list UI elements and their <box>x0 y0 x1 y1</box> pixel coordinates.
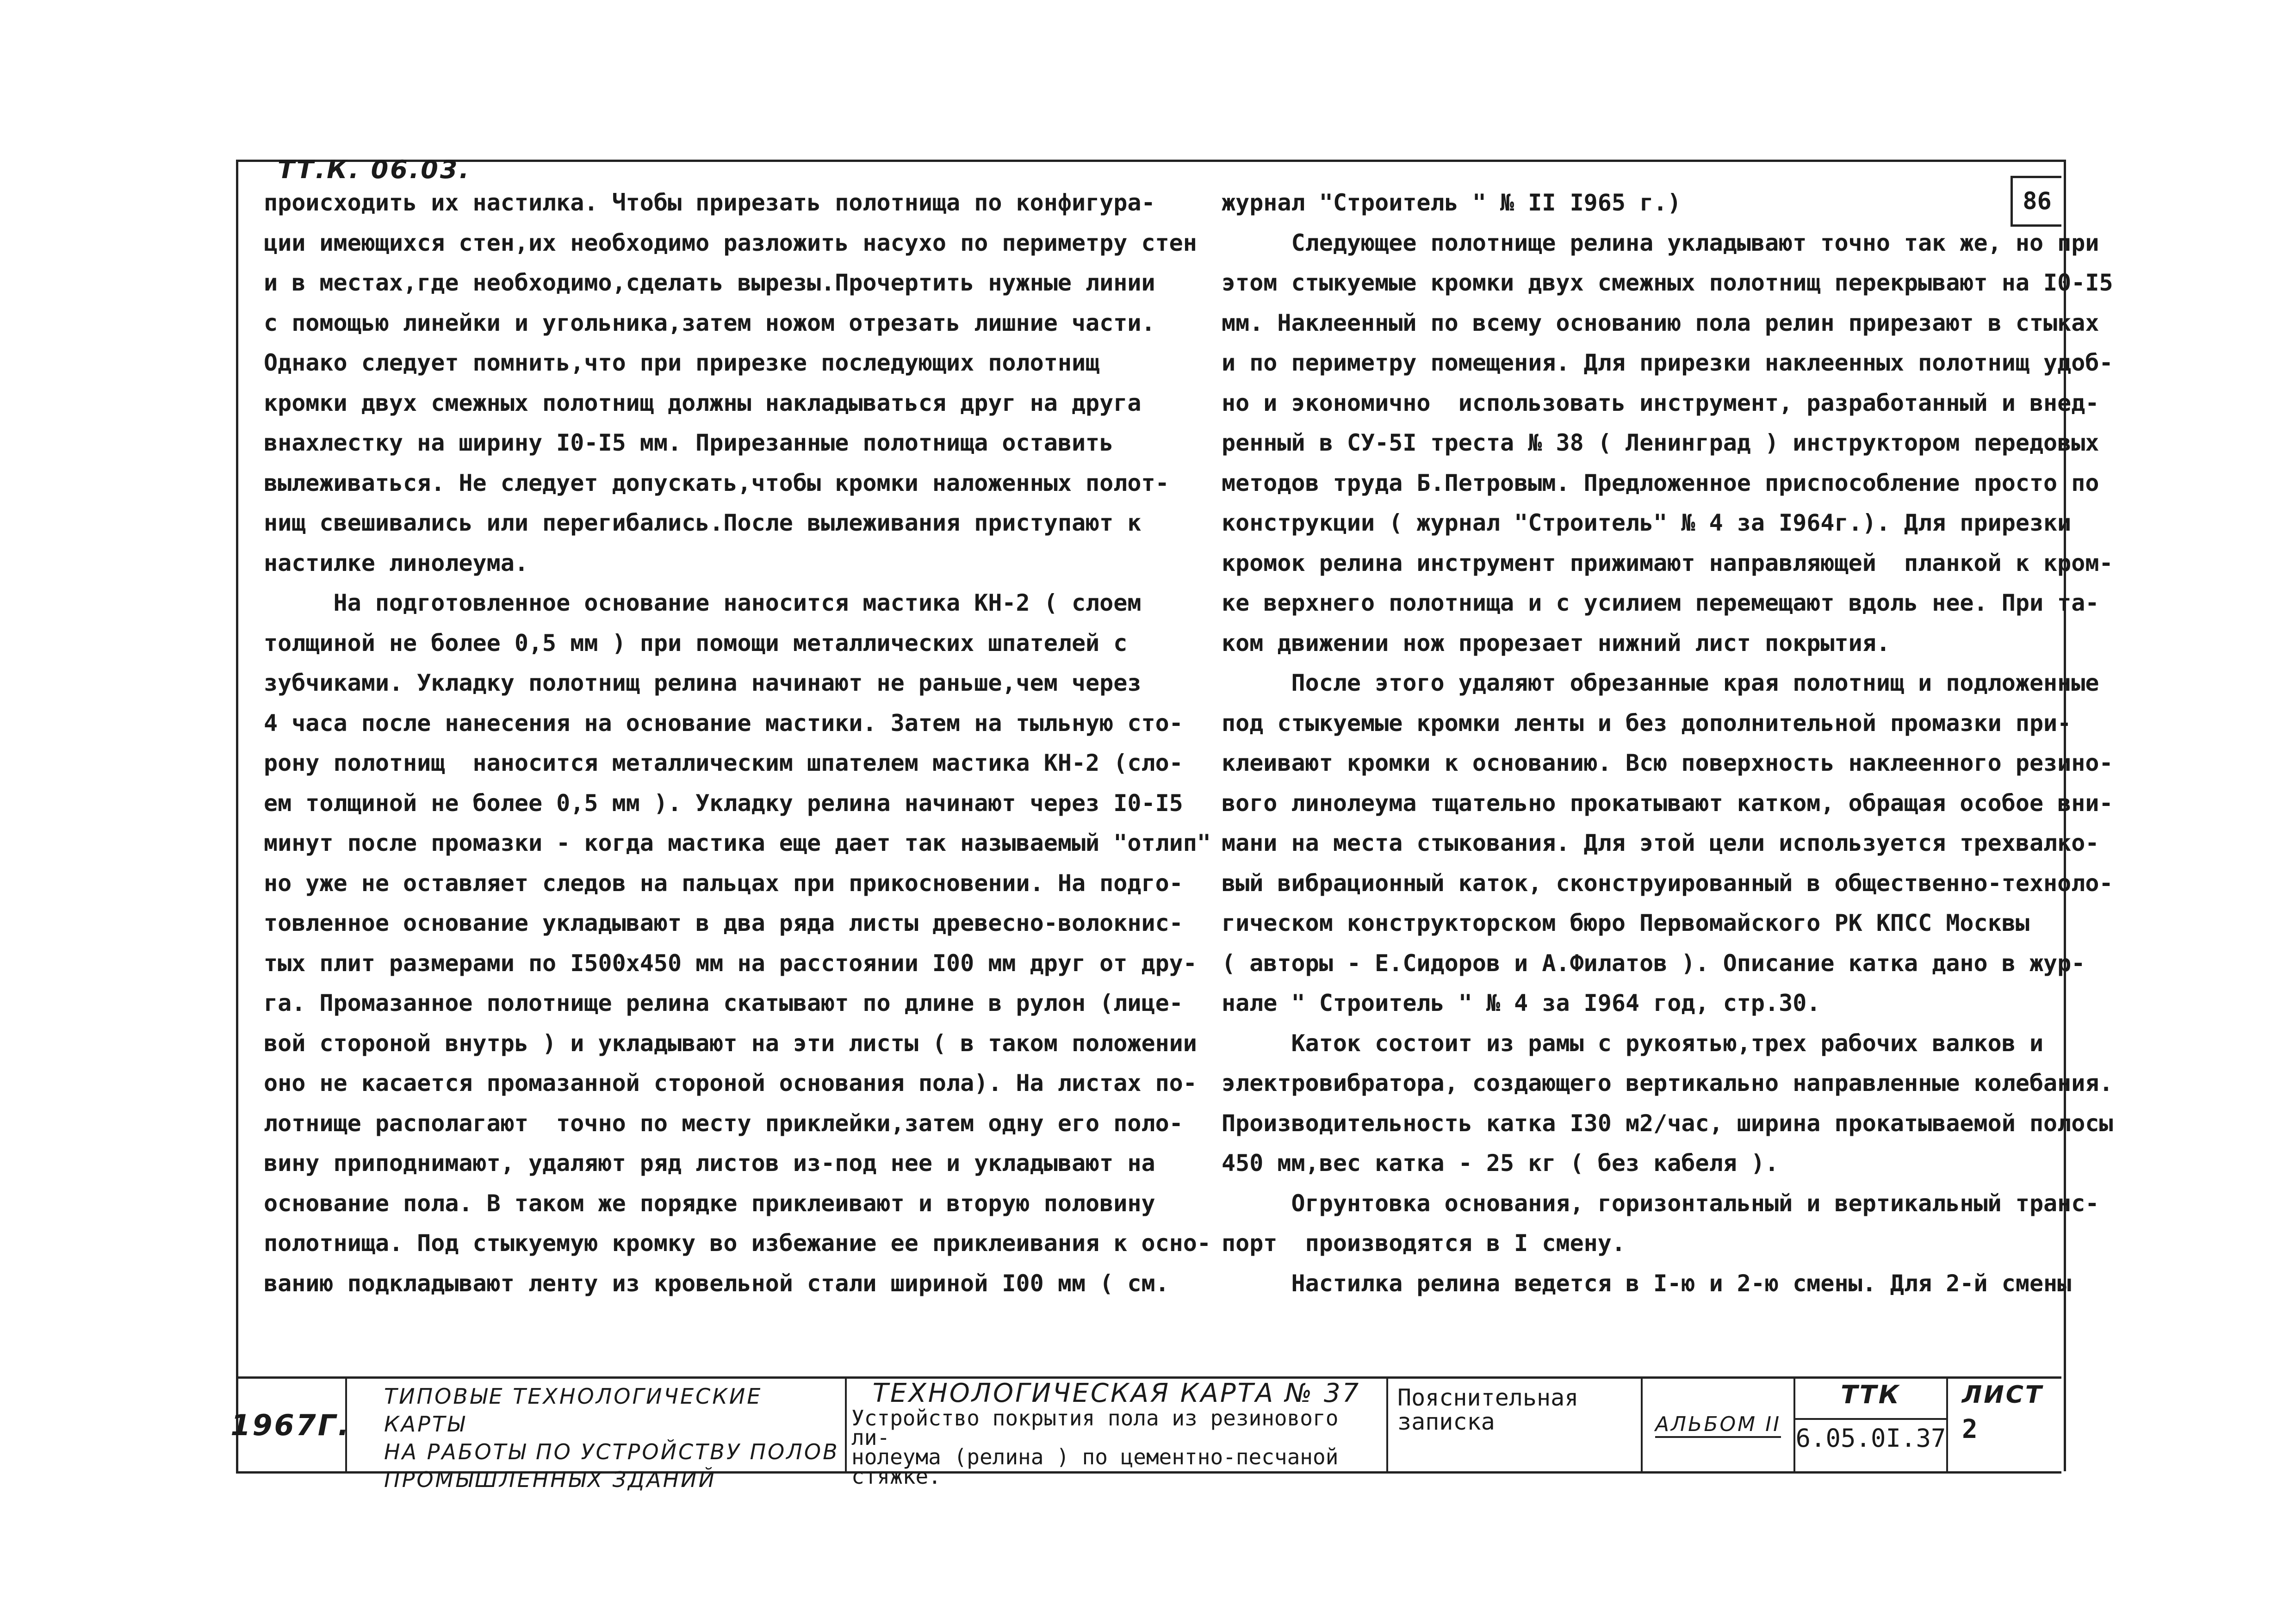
text-line: вылеживаться. Не следует допускать,чтобы кромки наложенных полот- <box>264 469 1169 496</box>
card-desc-1: Устройство покрытия пола из резинового ли- <box>851 1406 1339 1450</box>
text-line: конструкции ( журнал "Строитель" № 4 за I964г.). Для прирезки <box>1222 509 2072 536</box>
ttk-label: ТТК <box>1841 1380 1901 1409</box>
text-line: тых плит размерами по I500х450 мм на расстоянии I00 мм друг от дру- <box>264 949 1197 977</box>
text-line: га. Промазанное полотнище релина скатывают по длине в рулон (лице- <box>264 990 1183 1016</box>
text-line: и по периметру помещения. Для прирезки наклеенных полотнищ удоб- <box>1222 349 2113 376</box>
series-cell <box>347 1379 847 1492</box>
list-value: 2 <box>1962 1414 1978 1444</box>
text-line: вого линолеума тщательно прокатывают катком, обращая особое вни- <box>1222 789 2113 817</box>
ttk-value: 6.05.0I.37 <box>1795 1418 1946 1457</box>
text-line: основание пола. В таком же порядке приклеивают и вторую половину <box>264 1189 1155 1217</box>
left-text-column <box>264 183 1211 1303</box>
text-line: лотнище располагают точно по месту приклейки,затем одну его поло- <box>264 1109 1183 1137</box>
doc-type-cell <box>1388 1379 1643 1471</box>
text-line: толщиной не более 0,5 мм ) при помощи металлических шпателей с <box>264 629 1128 657</box>
year-cell: 1967Г. <box>236 1379 347 1471</box>
text-line: кромок релина инструмент прижимают направляющей планкой к кром- <box>1222 549 2113 576</box>
text-line: этом стыкуемые кромки двух смежных полотнищ перекрывают на I0-I5 <box>1222 269 2113 296</box>
text-line: методов труда Б.Петровым. Предложенное приспособление просто по <box>1222 469 2099 496</box>
doc-type-line-1: Пояснительная <box>1397 1384 1579 1411</box>
card-cell <box>847 1378 1388 1489</box>
text-line: вину приподнимают, удаляют ряд листов из-под нее и укладывают на <box>264 1150 1155 1177</box>
text-line: вый вибрационный каток, сконструированный в общественно-техноло- <box>1222 869 2113 897</box>
text-line: 450 мм,вес катка - 25 кг ( без кабеля ). <box>1222 1150 1779 1177</box>
text-line: мани на места стыкования. Для этой цели используется трехвалко- <box>1222 830 2099 856</box>
text-line: ем толщиной не более 0,5 мм ). Укладку релина начинают через I0-I5 <box>264 789 1183 817</box>
text-line: минут после промазки - когда мастика еще дает так называемый "отлип" <box>264 830 1211 856</box>
album-cell <box>1643 1379 1795 1471</box>
text-line: ции имеющихся стен,их необходимо разложить насухо по периметру стен <box>264 229 1197 256</box>
text-line: нищ свешивались или перегибались.После вылеживания приступают к <box>264 509 1142 536</box>
right-text-column <box>1222 183 2113 1303</box>
text-line: под стыкуемые кромки ленты и без дополнительной промазки при- <box>1222 709 2072 737</box>
text-line: Производительность катка I30 м2/час, ширина прокатываемой полосы <box>1222 1109 2113 1137</box>
title-block <box>230 1376 2061 1492</box>
text-line: Каток состоит из рамы с рукоятью,трех рабочих валков и <box>1222 1029 2044 1057</box>
text-line: ванию подкладывают ленту из кровельной стали шириной I00 мм ( см. <box>264 1270 1169 1297</box>
text-line: и в местах,где необходимо,сделать вырезы.Прочертить нужные линии <box>264 269 1155 296</box>
sheet-number: 86 <box>2011 176 2061 227</box>
text-line: вой стороной внутрь ) и укладывают на эти листы ( в таком положении <box>264 1029 1197 1057</box>
text-line: 4 часа после нанесения на основание мастики. Затем на тыльную сто- <box>264 709 1183 737</box>
text-line: но уже не оставляет следов на пальцах при прикосновении. На подго- <box>264 869 1183 897</box>
text-line: рону полотнищ наносится металлическим шпателем мастика КН-2 (сло- <box>264 750 1183 776</box>
text-line: товленное основание укладывают в два ряда листы древесно-волокнис- <box>264 910 1183 936</box>
text-line: На подготовленное основание наносится мастика КН-2 ( слоем <box>264 589 1142 616</box>
text-line: но и экономично использовать инструмент, разработанный и внед- <box>1222 389 2099 416</box>
text-line: электровибратора, создающего вертикально направленные колебания. <box>1222 1070 2113 1096</box>
reference-code: ТТ.К. 06.03. <box>278 155 471 184</box>
text-line: Однако следует помнить,что при прирезке последующих полотнищ <box>264 349 1100 376</box>
text-line: с помощью линейки и угольника,затем ножом отрезать лишние части. <box>264 309 1155 336</box>
list-label: ЛИСТ <box>1962 1381 2044 1409</box>
text-line: настилке линолеума. <box>264 549 528 576</box>
series-line-1: ТИПОВЫЕ ТЕХНОЛОГИЧЕСКИЕ КАРТЫ <box>384 1384 763 1437</box>
text-line: полотнища. Под стыкуемую кромку во избежание ее приклеивания к осно- <box>264 1230 1211 1257</box>
text-line: нале " Строитель " № 4 за I964 год, стр.30. <box>1222 990 1821 1016</box>
ttk-cell <box>1795 1379 1948 1471</box>
text-line: клеивают кромки к основанию. Всю поверхность наклеенного резино- <box>1222 750 2113 776</box>
card-desc-2: нолеума (релина ) по цементно-песчаной <box>851 1444 1339 1469</box>
text-line: зубчиками. Укладку полотнищ релина начинают не раньше,чем через <box>264 669 1142 696</box>
text-line: ком движении нож прорезает нижний лист покрытия. <box>1222 629 1890 657</box>
card-title: ТЕХНОЛОГИЧЕСКАЯ КАРТА № 37 <box>872 1378 1361 1408</box>
text-line: ке верхнего полотнища и с усилием перемещают вдоль нее. При та- <box>1222 589 2099 616</box>
text-line: гическом конструкторском бюро Первомайского РК КПСС Москвы <box>1222 910 2029 936</box>
doc-type-line-2: записка <box>1397 1408 1495 1435</box>
text-line: журнал "Строитель " № II I965 г.) <box>1222 189 1682 216</box>
text-line: Следующее полотнище релина укладывают точно так же, но при <box>1222 229 2099 256</box>
text-line: порт производятся в I смену. <box>1222 1230 1626 1257</box>
text-line: Огрунтовка основания, горизонтальный и вертикальный транс- <box>1222 1189 2099 1217</box>
text-line: мм. Наклеенный по всему основанию пола релин прирезают в стыках <box>1222 309 2099 336</box>
text-line: кромки двух смежных полотнищ должны накладываться друг на друга <box>264 389 1142 416</box>
text-line: внахлестку на ширину I0-I5 мм. Прирезанные полотнища оставить <box>264 429 1114 456</box>
series-line-2: НА РАБОТЫ ПО УСТРОЙСТВУ ПОЛОВ <box>384 1439 839 1464</box>
card-desc-3: стяжке. <box>851 1464 941 1489</box>
list-cell <box>1948 1379 2061 1471</box>
text-line: После этого удаляют обрезанные края полотнищ и подложенные <box>1222 669 2099 696</box>
text-line: Настилка релина ведется в I-ю и 2-ю смены. Для 2-й смены <box>1222 1270 2072 1297</box>
text-line: ( авторы - Е.Сидоров и А.Филатов ). Описание катка дано в жур- <box>1222 949 2085 977</box>
text-line: ренный в СУ-5I треста № 38 ( Ленинград ) инструктором передовых <box>1222 429 2099 456</box>
album-label: АЛЬБОМ II <box>1655 1412 1781 1438</box>
text-line: оно не касается промазанной стороной основания пола). На листах по- <box>264 1070 1197 1096</box>
text-line: происходить их настилка. Чтобы прирезать полотнища по конфигура- <box>264 189 1155 216</box>
series-line-3: ПРОМЫШЛЕННЫХ ЗДАНИЙ <box>384 1467 716 1492</box>
